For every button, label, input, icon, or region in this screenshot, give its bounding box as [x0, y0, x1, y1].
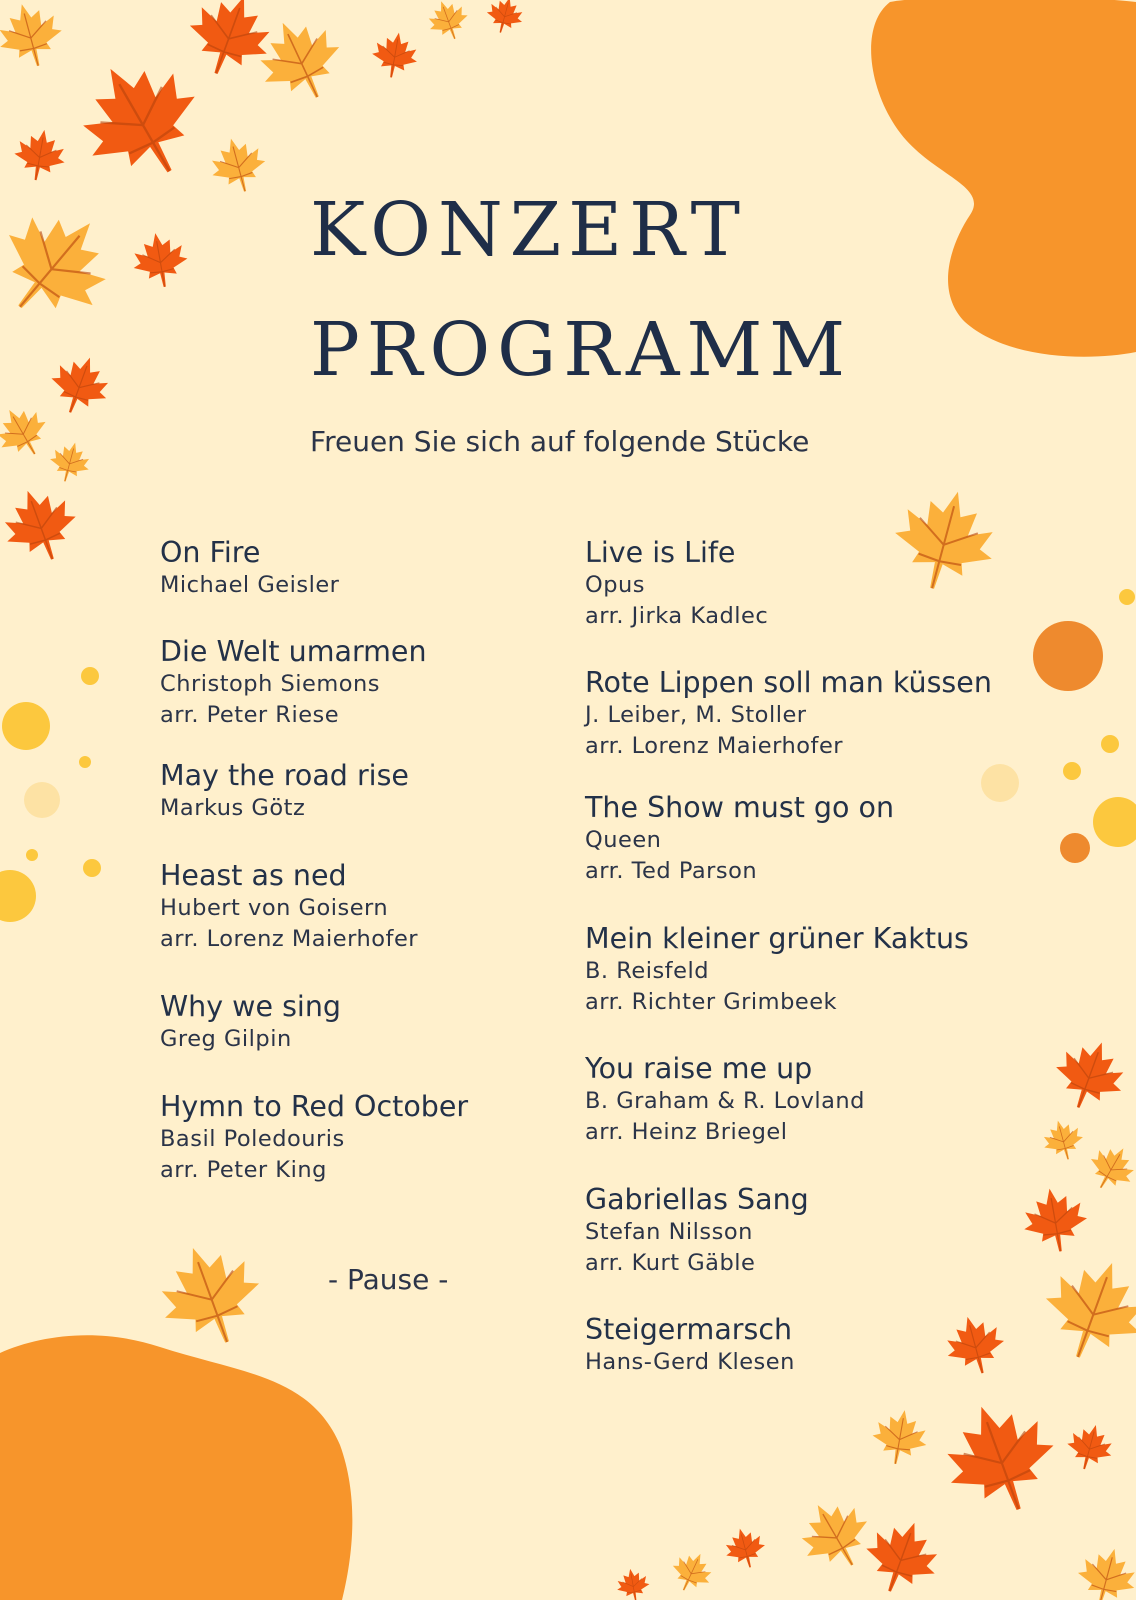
maple-leaf-icon [923, 1381, 1077, 1535]
maple-leaf-icon [663, 1543, 721, 1600]
piece-credit-line: Queen [585, 827, 662, 853]
decorative-dot [0, 870, 36, 922]
decorative-dot [1119, 589, 1135, 605]
piece-title: You raise me up [585, 1052, 813, 1085]
maple-leaf-icon [1068, 1538, 1136, 1600]
decorative-dot [83, 859, 101, 877]
decorative-dot [81, 667, 99, 685]
program-piece [585, 922, 1035, 1018]
maple-leaf-icon [420, 0, 476, 48]
program-piece [160, 990, 540, 1055]
decorative-dot [79, 756, 91, 768]
program-column-left [160, 536, 540, 1186]
piece-credit-line: arr. Richter Grimbeek [585, 989, 838, 1015]
decorative-dot [2, 702, 50, 750]
piece-title: On Fire [160, 536, 261, 569]
maple-leaf-icon [0, 474, 91, 577]
piece-credit-line: B. Reisfeld [585, 958, 709, 984]
piece-title: Gabriellas Sang [585, 1183, 809, 1216]
piece-credit-line: arr. Ted Parson [585, 858, 758, 884]
piece-credit-line: Hans-Gerd Klesen [585, 1349, 795, 1375]
program-column-right [585, 536, 1035, 1378]
piece-credit-line: Stefan Nilsson [585, 1219, 753, 1245]
piece-credit-line: arr. Kurt Gäble [585, 1250, 756, 1276]
piece-credit-line: Hubert von Goisern [160, 895, 389, 921]
program-piece [585, 1183, 1035, 1279]
maple-leaf-icon [1059, 1416, 1120, 1477]
piece-title: The Show must go on [585, 791, 895, 824]
piece-credit-line: B. Graham & R. Lovland [585, 1088, 865, 1114]
piece-credit-line: Markus Götz [160, 795, 306, 821]
piece-credit-line: arr. Peter Riese [160, 702, 340, 728]
piece-credit-line: arr. Heinz Briegel [585, 1119, 788, 1145]
title-line-2: PROGRAMM [310, 307, 852, 393]
decorative-dot [1063, 762, 1081, 780]
maple-leaf-icon [8, 123, 73, 188]
piece-credit-line: Basil Poledouris [160, 1126, 345, 1152]
program-piece [585, 791, 1035, 887]
piece-title: Heast as ned [160, 859, 347, 892]
piece-credit-line: arr. Peter King [160, 1157, 327, 1183]
decorative-dot [1093, 797, 1136, 847]
orange-blob-top-right [860, 0, 1136, 360]
program-piece [585, 536, 1035, 632]
maple-leaf-icon [1025, 1240, 1136, 1381]
decorative-dot [1060, 833, 1090, 863]
maple-leaf-icon [718, 1521, 772, 1575]
piece-credit-line: J. Leiber, M. Stoller [585, 702, 807, 728]
maple-leaf-icon [1036, 1113, 1090, 1167]
piece-title: Die Welt umarmen [160, 635, 427, 668]
maple-leaf-icon [865, 1402, 935, 1472]
piece-credit-line: Greg Gilpin [160, 1026, 292, 1052]
maple-leaf-icon [125, 225, 195, 295]
subtitle: Freuen Sie sich auf folgende Stücke [310, 425, 810, 458]
piece-title: Why we sing [160, 990, 341, 1023]
orange-blob-bottom-left [0, 1335, 360, 1600]
program-piece [585, 1052, 1035, 1148]
piece-credit-line: arr. Jirka Kadlec [585, 603, 769, 629]
piece-credit-line: arr. Lorenz Maierhofer [585, 733, 844, 759]
piece-title: Live is Life [585, 536, 736, 569]
pause-label: - Pause - [328, 1263, 449, 1296]
decorative-dot [26, 849, 38, 861]
maple-leaf-icon [612, 1564, 654, 1600]
piece-title: Hymn to Red October [160, 1090, 469, 1123]
piece-title: Rote Lippen soll man küssen [585, 666, 992, 699]
maple-leaf-icon [481, 0, 530, 39]
decorative-dot [24, 782, 60, 818]
maple-leaf-icon [39, 344, 121, 426]
program-piece [160, 759, 540, 824]
program-piece [585, 1313, 1035, 1378]
piece-title: May the road rise [160, 759, 409, 792]
piece-credit-line: Michael Geisler [160, 572, 340, 598]
maple-leaf-icon [366, 26, 424, 84]
program-piece [160, 536, 540, 601]
program-piece [585, 666, 1035, 762]
program-piece [160, 635, 540, 731]
maple-leaf-icon [1041, 1026, 1136, 1123]
maple-leaf-icon [0, 0, 73, 78]
program-piece [160, 1090, 540, 1186]
piece-title: Steigermarsch [585, 1313, 793, 1346]
piece-credit-line: Opus [585, 572, 645, 598]
piece-title: Mein kleiner grüner Kaktus [585, 922, 969, 955]
program-piece [160, 859, 540, 955]
piece-credit-line: arr. Lorenz Maierhofer [160, 926, 419, 952]
decorative-dot [1101, 735, 1119, 753]
piece-credit-line: Christoph Siemons [160, 671, 381, 697]
title-line-1: KONZERT [310, 187, 747, 273]
decorative-dot [1033, 621, 1103, 691]
